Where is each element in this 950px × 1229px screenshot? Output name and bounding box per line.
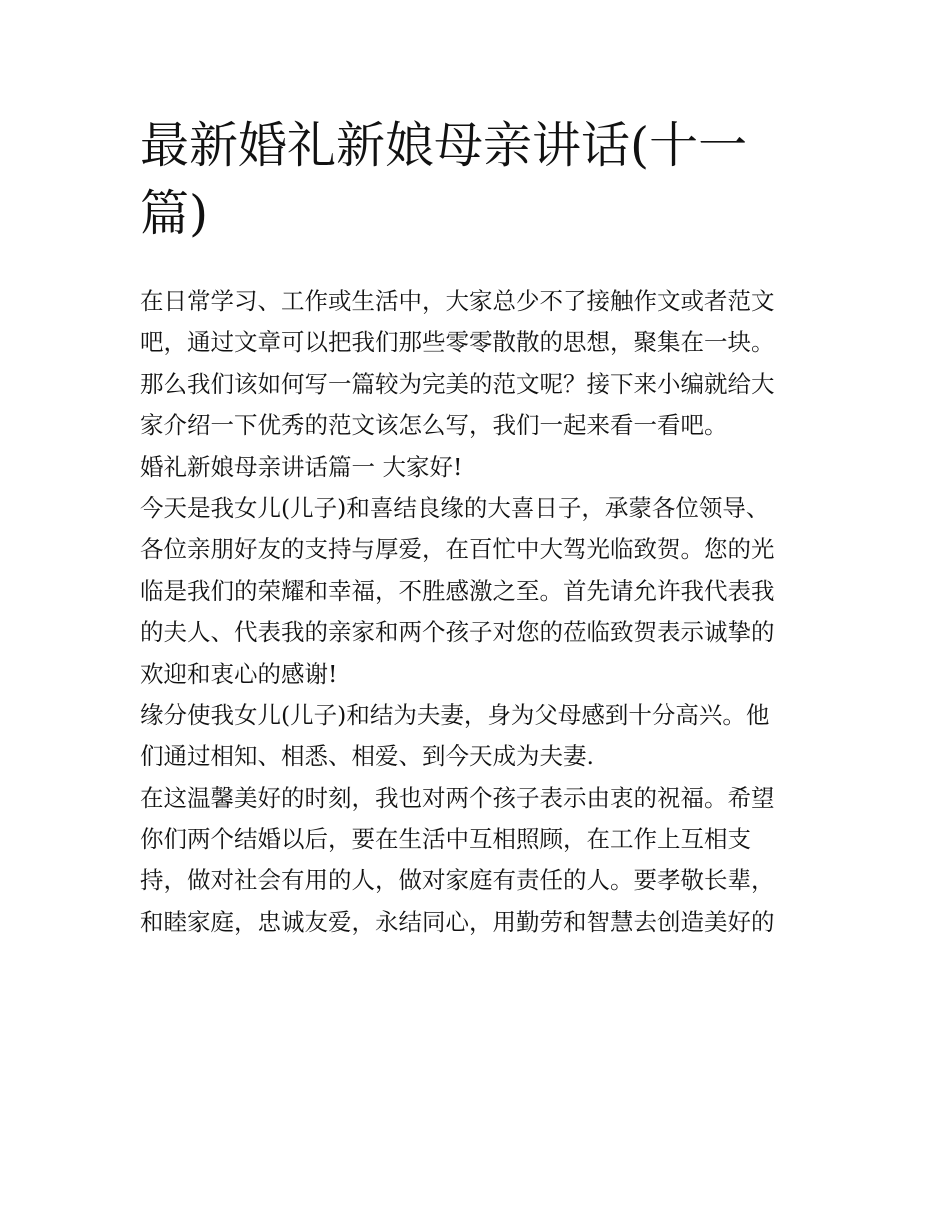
title-line-2: 篇) bbox=[140, 185, 209, 242]
body-line: 各位亲朋好友的支持与厚爱，在百忙中大驾光临致贺。您的光 bbox=[140, 535, 775, 564]
body-line: 临是我们的荣耀和幸福，不胜感激之至。首先请允许我代表我 bbox=[140, 576, 775, 605]
body-line: 那么我们该如何写一篇较为完美的范文呢？接下来小编就给大 bbox=[140, 369, 775, 398]
body-line: 在这温馨美好的时刻，我也对两个孩子表示由衷的祝福。希望 bbox=[140, 783, 775, 812]
body-line: 们通过相知、相悉、相爱、到今天成为夫妻. bbox=[140, 742, 594, 771]
document-body bbox=[140, 281, 816, 943]
body-line: 持，做对社会有用的人，做对家庭有责任的人。要孝敬长辈， bbox=[140, 866, 775, 895]
section-heading-line: 婚礼新娘母亲讲话篇一 大家好! bbox=[140, 452, 463, 481]
body-line: 家介绍一下优秀的范文该怎么写，我们一起来看一看吧。 bbox=[140, 411, 728, 440]
body-line: 在日常学习、工作或生活中，大家总少不了接触作文或者范文 bbox=[140, 287, 775, 315]
body-line: 欢迎和衷心的感谢! bbox=[140, 659, 338, 688]
body-line: 和睦家庭，忠诚友爱，永结同心，用勤劳和智慧去创造美好的 bbox=[140, 907, 775, 936]
body-line: 今天是我女儿(儿子)和喜结良缘的大喜日子，承蒙各位领导、 bbox=[140, 493, 770, 522]
body-line: 吧，通过文章可以把我们那些零零散散的思想，聚集在一块。 bbox=[140, 328, 775, 357]
title-line-1: 最新婚礼新娘母亲讲话(十一 bbox=[140, 117, 748, 174]
body-line: 的夫人、代表我的亲家和两个孩子对您的莅临致贺表示诚挚的 bbox=[140, 618, 775, 647]
body-line: 你们两个结婚以后，要在生活中互相照顾，在工作上互相支 bbox=[140, 825, 751, 854]
body-line: 缘分使我女儿(儿子)和结为夫妻，身为父母感到十分高兴。他 bbox=[140, 700, 770, 729]
document-title bbox=[140, 112, 820, 248]
